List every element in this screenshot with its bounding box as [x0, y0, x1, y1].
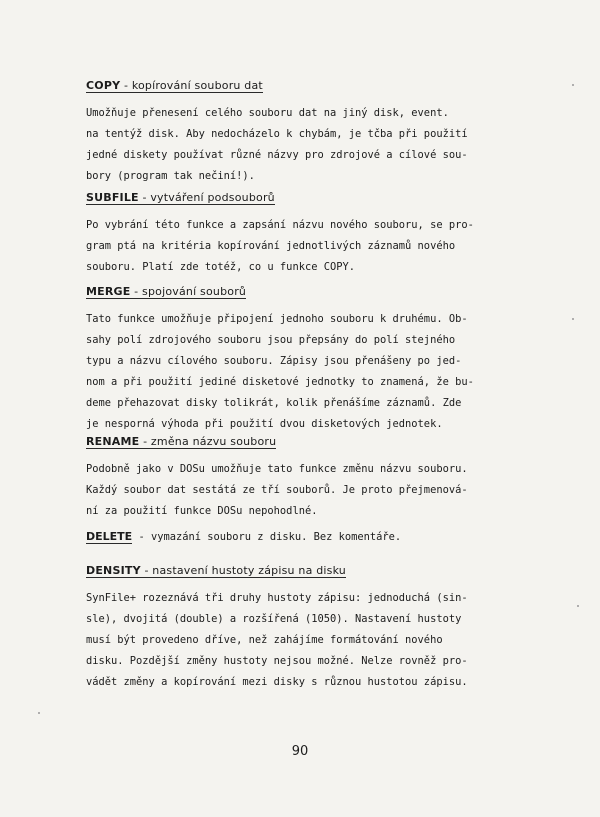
text-line: musí být provedeno dříve, než zahájíme formátování nového [86, 634, 443, 646]
text-line: typu a názvu cílového souboru. Zápisy jsou přenášeny po jed- [86, 355, 462, 367]
text-line: disku. Pozdější změny hustoty nejsou možné. Nelze rovněž pro- [86, 655, 468, 667]
paper-speck [572, 318, 574, 320]
text-line: gram ptá na kritéria kopírování jednotlivých záznamů nového [86, 240, 456, 252]
heading-subfile: SUBFILE - vytváření podsouborů [86, 191, 275, 204]
paper-speck [577, 605, 579, 607]
paper-speck [572, 84, 574, 86]
paragraph-rename [86, 459, 526, 522]
paragraph-copy [86, 103, 526, 187]
heading-copy: COPY - kopírování souboru dat [86, 79, 263, 92]
text-line: na tentýž disk. Aby nedocházelo k chybám, je tčba při použití [86, 128, 468, 140]
section-subfile [86, 186, 526, 278]
text-line: sle), dvojitá (double) a rozšířená (1050). Nastavení hustoty [86, 613, 462, 625]
text-line: deme přehazovat disky tolikrát, kolik přenášíme záznamů. Zde [86, 397, 462, 409]
text-line: jedné diskety používat různé názvy pro zdrojové a cílové sou- [86, 149, 468, 161]
text-line: Umožňuje přenesení celého souboru dat na jiný disk, event. [86, 107, 449, 119]
paper-speck [38, 712, 40, 714]
text-line: nom a při použití jediné disketové jednotky to znamená, že bu- [86, 376, 474, 388]
text-line: bory (program tak nečiní!). [86, 170, 255, 182]
section-delete [86, 530, 526, 543]
text-line: sahy polí zdrojového souboru jsou přepsány do polí stejného [86, 334, 456, 346]
section-rename [86, 430, 526, 522]
text-line: ní za použití funkce DOSu nepohodlné. [86, 505, 318, 517]
text-line: Tato funkce umožňuje připojení jednoho souboru k druhému. Ob- [86, 313, 468, 325]
text-line: vádět změny a kopírování mezi disky s různou hustotou zápisu. [86, 676, 468, 688]
text-line: Každý soubor dat sestátá ze tří souborů. Je proto přejmenová- [86, 484, 468, 496]
delete-line: DELETE - vymazání souboru z disku. Bez komentáře. [86, 530, 402, 543]
section-density [86, 559, 526, 693]
text-line: Podobně jako v DOSu umožňuje tato funkce změnu názvu souboru. [86, 463, 468, 475]
paragraph-merge [86, 309, 526, 435]
section-merge [86, 280, 526, 435]
paragraph-density [86, 588, 526, 693]
section-copy [86, 74, 526, 187]
text-line: je nesporná výhoda při použití dvou disketových jednotek. [86, 418, 443, 430]
text-line: SynFile+ rozeznává tři druhy hustoty zápisu: jednoduchá (sin- [86, 592, 468, 604]
heading-density: DENSITY - nastavení hustoty zápisu na disku [86, 564, 346, 577]
page-number: 90 [291, 744, 309, 759]
heading-rename: RENAME - změna názvu souboru [86, 435, 277, 448]
paragraph-subfile [86, 215, 526, 278]
text-line: souboru. Platí zde totéž, co u funkce COPY. [86, 261, 355, 273]
text-line: Po vybrání této funkce a zapsání názvu nového souboru, se pro- [86, 219, 474, 231]
heading-merge: MERGE - spojování souborů [86, 285, 247, 298]
